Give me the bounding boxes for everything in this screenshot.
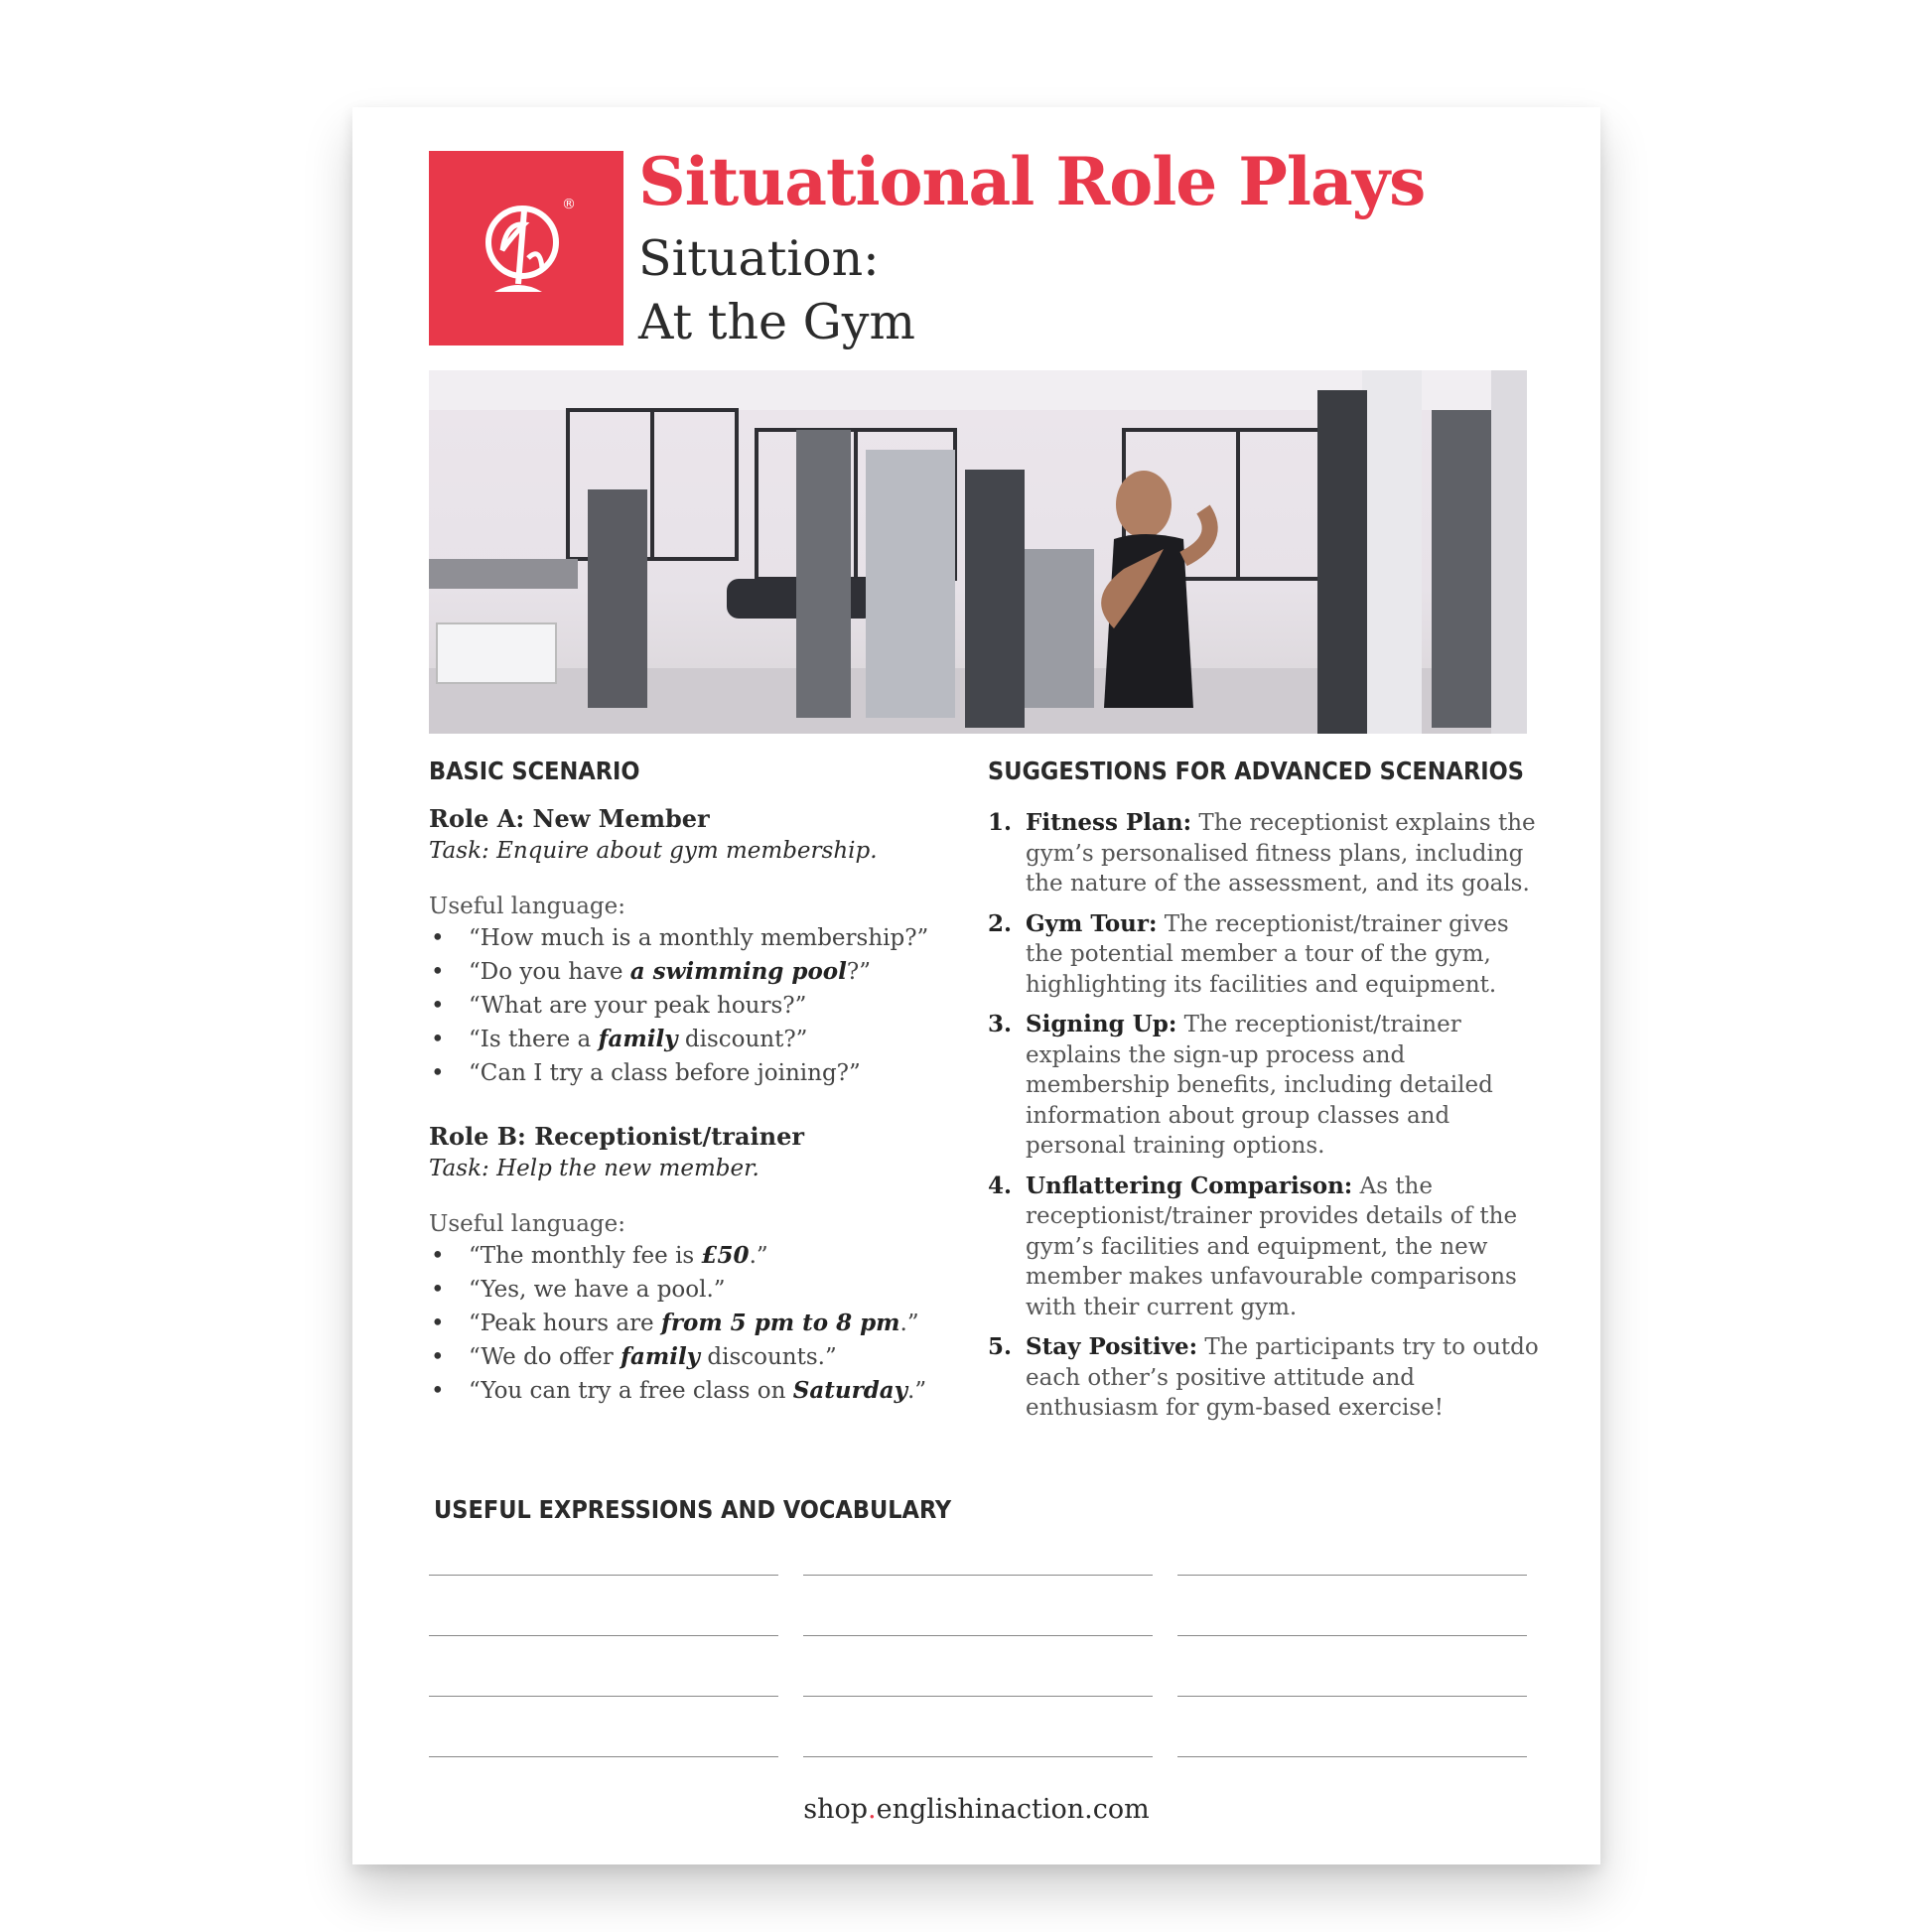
role-b-task: Task: Help the new member.: [429, 1156, 759, 1181]
role-a-useful-label: Useful language:: [429, 894, 626, 919]
footer-url[interactable]: shop.englishinaction.com: [803, 1794, 1150, 1825]
list-item: 3. Signing Up: The receptionist/trainer explains the sign-up process and membership benefits, including detailed information about group classes and personal training options.: [988, 1011, 1493, 1159]
list-item: • “The monthly fee is £50.”: [429, 1239, 926, 1273]
page-title: Situational Role Plays: [638, 143, 1426, 220]
advanced-scenarios-list: [988, 808, 1544, 1424]
writing-line[interactable]: [803, 1575, 1153, 1576]
ei-logo-icon: [473, 189, 580, 308]
writing-line[interactable]: [803, 1696, 1153, 1697]
writing-line[interactable]: [803, 1635, 1153, 1636]
writing-line[interactable]: [1177, 1756, 1527, 1757]
gym-photo: [429, 370, 1527, 734]
writing-line[interactable]: [429, 1575, 778, 1576]
advanced-scenarios-heading: SUGGESTIONS FOR ADVANCED SCENARIOS: [988, 757, 1524, 785]
list-item: 1. Fitness Plan: The receptionist explains the gym’s personalised fitness plans, including the nature of the assessment, and its goals.: [988, 809, 1536, 897]
situation-label: Situation:: [638, 230, 880, 287]
role-b-useful-label: Useful language:: [429, 1211, 626, 1237]
role-b-phrases: [429, 1239, 926, 1408]
list-item: • “Is there a family discount?”: [429, 1023, 928, 1056]
role-a-task: Task: Enquire about gym membership.: [429, 838, 878, 864]
writing-line[interactable]: [803, 1756, 1153, 1757]
situation-name: At the Gym: [638, 294, 915, 350]
list-item: • “We do offer family discounts.”: [429, 1340, 926, 1374]
list-item: • “Peak hours are from 5 pm to 8 pm.”: [429, 1307, 926, 1340]
list-item: 5. Stay Positive: The participants try to outdo each other’s positive attitude and enthusiasm for gym-based exercise!: [988, 1333, 1539, 1421]
writing-line[interactable]: [1177, 1696, 1527, 1697]
role-a-phrases: [429, 921, 928, 1090]
list-item: 4. Unflattering Comparison: As the receptionist/trainer provides details of the gym’s facilities and equipment, the new member makes unfavourable comparisons with their current gym.: [988, 1172, 1518, 1320]
list-item: • “Can I try a class before joining?”: [429, 1056, 928, 1090]
brand-logo: [429, 151, 623, 345]
writing-line[interactable]: [429, 1696, 778, 1697]
role-a-title: Role A: New Member: [429, 804, 710, 833]
list-item: • “Yes, we have a pool.”: [429, 1273, 926, 1307]
basic-scenario-heading: BASIC SCENARIO: [429, 757, 640, 785]
list-item: • “Do you have a swimming pool?”: [429, 955, 928, 989]
svg-text:®: ®: [562, 197, 576, 212]
list-item: 2. Gym Tour: The receptionist/trainer gives the potential member a tour of the gym, highlighting its facilities and equipment.: [988, 909, 1509, 998]
worksheet-page: [352, 107, 1600, 1864]
writing-line[interactable]: [1177, 1635, 1527, 1636]
list-item: • “How much is a monthly membership?”: [429, 921, 928, 955]
writing-line[interactable]: [429, 1756, 778, 1757]
list-item: • “You can try a free class on Saturday.”: [429, 1374, 926, 1408]
role-b-title: Role B: Receptionist/trainer: [429, 1122, 804, 1151]
vocabulary-heading: USEFUL EXPRESSIONS AND VOCABULARY: [434, 1495, 952, 1524]
gym-illustration: [429, 370, 1527, 734]
writing-line[interactable]: [429, 1635, 778, 1636]
list-item: • “What are your peak hours?”: [429, 989, 928, 1023]
writing-line[interactable]: [1177, 1575, 1527, 1576]
